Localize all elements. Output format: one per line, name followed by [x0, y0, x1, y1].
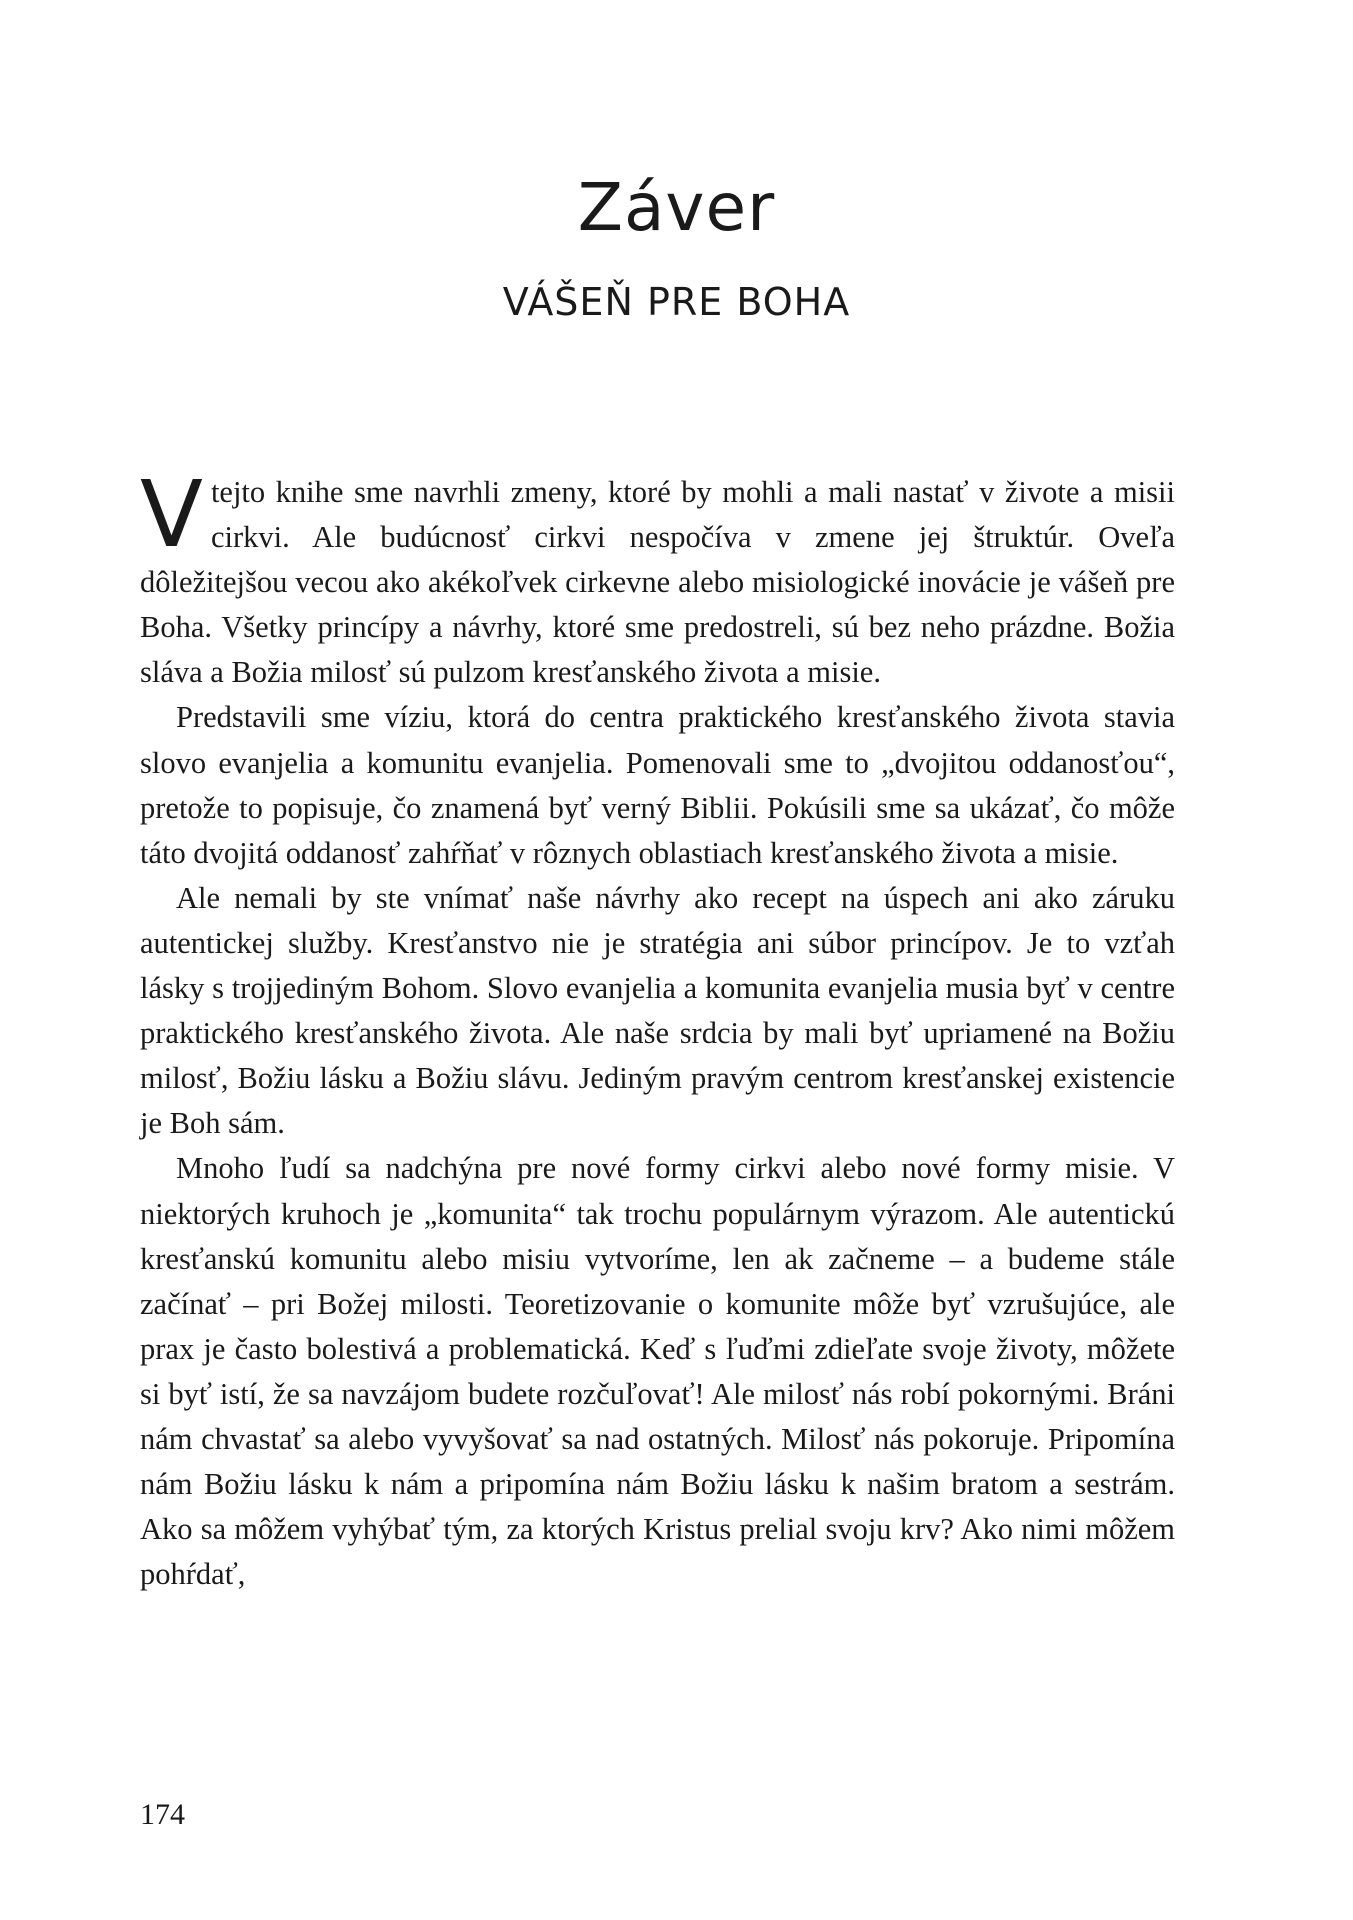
paragraph-1 [140, 461, 1175, 695]
chapter-subtitle: VÁŠEŇ PRE BOHA [502, 280, 851, 324]
paragraph-4: Mnoho ľudí sa nadchýna pre nové formy cirkvi alebo nové formy misie. V niektorých kruhoch je „komunita“ tak trochu populárnym výrazom. Ale autentickú kresťanskú komunitu alebo misiu vytvoríme, len ak začneme – a budeme stále začínať – pri Božej milosti. Teoretizovanie o komunite môže byť vzrušujúce, ale prax je často bolestivá a problematická. Keď s ľuďmi zdieľate svoje životy, môžete si byť istí, že sa navzájom budete rozčuľovať! Ale milosť nás robí pokornými. Bráni nám chvastať sa alebo vyvyšovať sa nad ostatných. Milosť nás pokoruje. Pripomína nám Božiu lásku k nám a pripomína nám Božiu lásku k našim bratom a sestrám. Ako sa môžem vyhýbať tým, za ktorých Kristus prelial svoju krv? Ako nimi môžem pohŕdať, [140, 1151, 1175, 1592]
paragraph-1-text: tejto knihe sme navrhli zmeny, ktoré by mohli a mali nastať v živote a misii cirkvi. Ale budúcnosť cirkvi nespočíva v zmene jej štruktúr. Oveľa dôležitejšou vecou ako akékoľvek cirkevne alebo misiologické inovácie je vášeň pre Boha. Všetky princípy a návrhy, ktoré sme predostreli, sú bez neho prázdne. Božia sláva a Božia milosť sú pulzom kresťanského života a misie. [140, 475, 1175, 690]
paragraph-2: Predstavili sme víziu, ktorá do centra praktického kresťanského života stavia slovo evanjelia a komunitu evanjelia. Pomenovali sme to „dvojitou oddanosťou“, pretože to popisuje, čo znamená byť verný Biblii. Pokúsili sme sa ukázať, čo môže táto dvojitá oddanosť zahŕňať v rôznych oblastiach kresťanského života a misie. [140, 700, 1175, 870]
drop-cap: V [140, 461, 203, 568]
chapter-title: Záver [577, 169, 776, 246]
page-number: 174 [140, 1798, 185, 1831]
paragraph-3: Ale nemali by ste vnímať naše návrhy ako recept na úspech ani ako záruku autentickej služby. Kresťanstvo nie je stratégia ani súbor princípov. Je to vzťah lásky s trojjediným Bohom. Slovo evanjelia a komunita evanjelia musia byť v centre praktického kresťanského života. Ale naše srdcia by mali byť upriamené na Božiu milosť, Božiu lásku a Božiu slávu. Jediným pravým centrom kresťanskej existencie je Boh sám. [140, 880, 1175, 1141]
body-text [140, 461, 1175, 1597]
